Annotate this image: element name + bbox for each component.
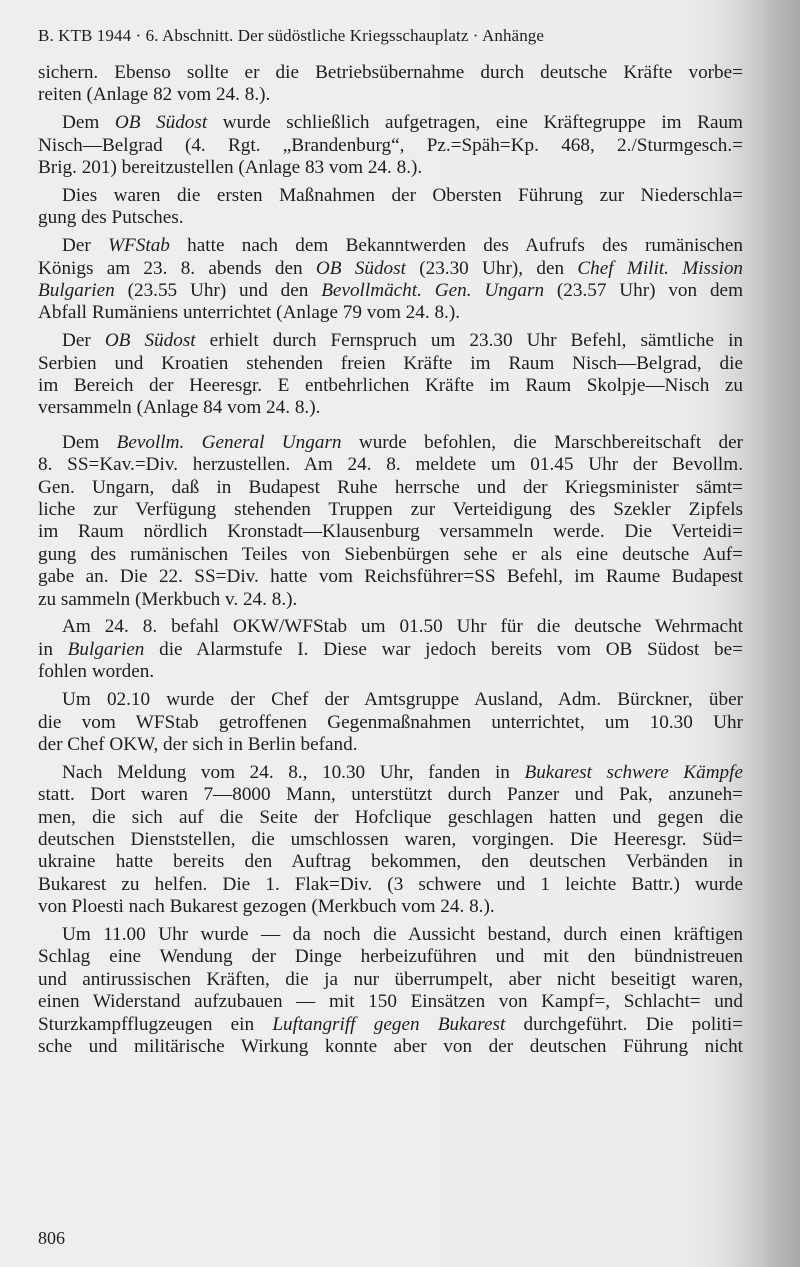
italic-text-run: OB Südost <box>104 330 196 352</box>
italic-text-run: OB Südost <box>315 257 406 279</box>
text-line <box>38 112 743 134</box>
text-line <box>38 280 743 302</box>
text-run: Königs am 23. 8. abends den <box>38 257 316 279</box>
text-line <box>38 661 743 683</box>
paragraph <box>38 924 743 1058</box>
text-line <box>38 157 743 179</box>
text-run: hatte nach dem Bekanntwerden des Aufrufs des rumänischen <box>169 235 744 257</box>
text-line <box>38 946 743 968</box>
text-line <box>38 829 743 851</box>
paragraph <box>38 432 743 611</box>
text-line <box>38 544 743 566</box>
text-line <box>38 302 743 324</box>
text-line <box>38 851 743 873</box>
text-run: zu sammeln (Merkbuch v. 24. 8.). <box>38 588 298 610</box>
text-line <box>38 874 743 896</box>
text-line <box>38 566 743 588</box>
italic-text-run: Bevollm. General Ungarn <box>116 431 342 453</box>
text-run: liche zur Verfügung stehenden Truppen zur Verteidigung des Szekler Zipfels <box>38 499 743 521</box>
text-line <box>38 616 743 638</box>
text-run: (23.30 Uhr), den <box>405 257 578 279</box>
text-line <box>38 991 743 1013</box>
text-line <box>38 258 743 280</box>
text-run: Der <box>62 330 105 352</box>
text-run: die vom WFStab getroffenen Gegenmaßnahmen unterrichtet, um 10.30 Uhr <box>38 711 743 733</box>
text-line <box>38 521 743 543</box>
text-run: statt. Dort waren 7—8000 Mann, unterstützt durch Panzer und Pak, anzuneh= <box>38 784 743 806</box>
text-run: im Bereich der Heeresgr. E entbehrlichen Kräfte im Raum Skolpje—Nisch zu <box>38 375 743 397</box>
text-line <box>38 924 743 946</box>
text-run: Gen. Ungarn, daß in Budapest Ruhe herrsche und der Kriegsminister sämt= <box>38 476 743 498</box>
text-line <box>38 807 743 829</box>
text-line <box>38 84 743 106</box>
text-line <box>38 353 743 375</box>
text-line <box>38 477 743 499</box>
text-line <box>38 1014 743 1036</box>
text-run: Dem <box>62 431 117 453</box>
text-run: sichern. Ebenso sollte er die Betriebsübernahme durch deutsche Kräfte vorbe= <box>38 62 743 83</box>
text-run: Der <box>62 235 109 257</box>
text-line <box>38 712 743 734</box>
italic-text-run: Bulgarien <box>38 280 115 302</box>
text-line <box>38 1036 743 1058</box>
text-line <box>38 589 743 611</box>
text-line <box>38 689 743 711</box>
text-run: der Chef OKW, der sich in Berlin befand. <box>38 733 358 755</box>
text-run: und antirussischen Kräften, die ja nur überrumpelt, aber nicht beseitigt waren, <box>38 968 743 990</box>
text-line <box>38 135 743 157</box>
paragraph <box>38 235 743 325</box>
text-run: deutschen Dienststellen, die umschlossen waren, vorgingen. Die Heeresgr. Süd= <box>38 829 743 850</box>
text-line <box>38 734 743 756</box>
text-line <box>38 185 743 207</box>
text-run: erhielt durch Fernspruch um 23.30 Uhr Befehl, sämtliche in <box>195 330 744 352</box>
text-run: (23.57 Uhr) von dem <box>544 280 743 302</box>
text-line <box>38 375 743 397</box>
italic-text-run: Luftangriff gegen Bukarest <box>272 1013 506 1035</box>
text-run: (23.55 Uhr) und den <box>114 280 322 302</box>
text-run: men, die sich auf die Seite der Hofclique geschlagen hatten und gegen die <box>38 806 743 828</box>
text-line <box>38 499 743 521</box>
text-run: durchgeführt. Die politi= <box>505 1013 743 1035</box>
text-run: von Ploesti nach Bukarest gezogen (Merkbuch vom 24. 8.). <box>38 896 495 918</box>
text-run: Bukarest zu helfen. Die 1. Flak=Div. (3 schwere und 1 leichte Battr.) wurde <box>38 873 743 895</box>
body-text <box>38 62 743 1064</box>
page-number: 806 <box>38 1228 65 1248</box>
text-run: im Raum nördlich Kronstadt—Klausenburg versammeln werde. Die Verteidi= <box>38 521 743 543</box>
paragraph <box>38 112 743 179</box>
text-line <box>38 62 743 84</box>
paragraph <box>38 62 743 107</box>
text-line <box>38 639 743 661</box>
running-head: B. KTB 1944 · 6. Abschnitt. Der südöstliche Kriegsschauplatz · Anhänge <box>38 26 545 45</box>
text-run: wurde schließlich aufgetragen, eine Kräftegruppe im Raum <box>207 112 743 134</box>
text-run: gung des Putsches. <box>38 207 184 229</box>
text-line <box>38 784 743 806</box>
text-run: Serbien und Kroatien stehenden freien Kräfte im Raum Nisch—Belgrad, die <box>38 352 743 374</box>
italic-text-run: Bevollmächt. Gen. Ungarn <box>321 280 545 302</box>
text-run: Nisch—Belgrad (4. Rgt. „Brandenburg“, Pz.=Späh=Kp. 468, 2./Sturmgesch.= <box>38 134 743 156</box>
paragraph <box>38 616 743 683</box>
text-run: Am 24. 8. befahl OKW/WFStab um 01.50 Uhr für die deutsche Wehrmacht <box>62 616 743 638</box>
text-run: Sturzkampfflugzeugen ein <box>38 1013 273 1035</box>
text-line <box>38 330 743 352</box>
text-run: Abfall Rumäniens unterrichtet (Anlage 79 vom 24. 8.). <box>38 302 461 324</box>
text-run: Um 02.10 wurde der Chef der Amtsgruppe Ausland, Adm. Bürckner, über <box>62 689 743 711</box>
italic-text-run: Bulgarien <box>67 638 145 660</box>
text-line <box>38 432 743 454</box>
text-run: in <box>38 638 68 660</box>
text-line <box>38 896 743 918</box>
text-run: Dem <box>62 112 115 134</box>
text-run: gabe an. Die 22. SS=Div. hatte vom Reichsführer=SS Befehl, im Raume Budapest <box>38 566 743 588</box>
text-run: Um 11.00 Uhr wurde — da noch die Aussicht bestand, durch einen kräftigen <box>62 924 743 946</box>
text-run: Nach Meldung vom 24. 8., 10.30 Uhr, fanden in <box>62 761 525 783</box>
text-run: einen Widerstand aufzubauen — mit 150 Einsätzen von Kampf=, Schlacht= und <box>38 991 743 1013</box>
text-run: 8. SS=Kav.=Div. herzustellen. Am 24. 8. meldete um 01.45 Uhr der Bevollm. <box>38 454 743 476</box>
text-run: wurde befohlen, die Marschbereitschaft der <box>341 431 743 453</box>
text-run: Schlag eine Wendung der Dinge herbeizuführen und mit den bündnistreuen <box>38 946 743 968</box>
text-run: gung des rumänischen Teiles von Siebenbürgen sehe er als eine deutsche Auf= <box>38 543 743 565</box>
text-line <box>38 207 743 229</box>
text-line <box>38 762 743 784</box>
italic-text-run: Bukarest schwere Kämpfe <box>524 761 743 783</box>
paragraph <box>38 689 743 756</box>
text-run: Dies waren die ersten Maßnahmen der Obersten Führung zur Niederschla= <box>62 184 743 206</box>
text-run: reiten (Anlage 82 vom 24. 8.). <box>38 84 271 106</box>
text-line <box>38 969 743 991</box>
italic-text-run: WFStab <box>108 235 170 257</box>
text-run: ukraine hatte bereits den Auftrag bekommen, den deutschen Verbänden in <box>38 851 743 873</box>
text-run: Brig. 201) bereitzustellen (Anlage 83 vom 24. 8.). <box>38 157 423 179</box>
text-run: fohlen worden. <box>38 661 155 683</box>
text-line <box>38 235 743 257</box>
italic-text-run: OB Südost <box>114 112 208 134</box>
text-line <box>38 397 743 419</box>
italic-text-run: Chef Milit. Mission <box>577 257 744 279</box>
paragraph <box>38 185 743 230</box>
text-run: versammeln (Anlage 84 vom 24. 8.). <box>38 397 321 419</box>
text-run: sche und militärische Wirkung konnte aber von der deutschen Führung nicht <box>38 1036 743 1058</box>
paragraph <box>38 762 743 919</box>
paragraph <box>38 330 743 420</box>
text-run: die Alarmstufe I. Diese war jedoch bereits vom OB Südost be= <box>144 638 743 660</box>
text-line <box>38 454 743 476</box>
